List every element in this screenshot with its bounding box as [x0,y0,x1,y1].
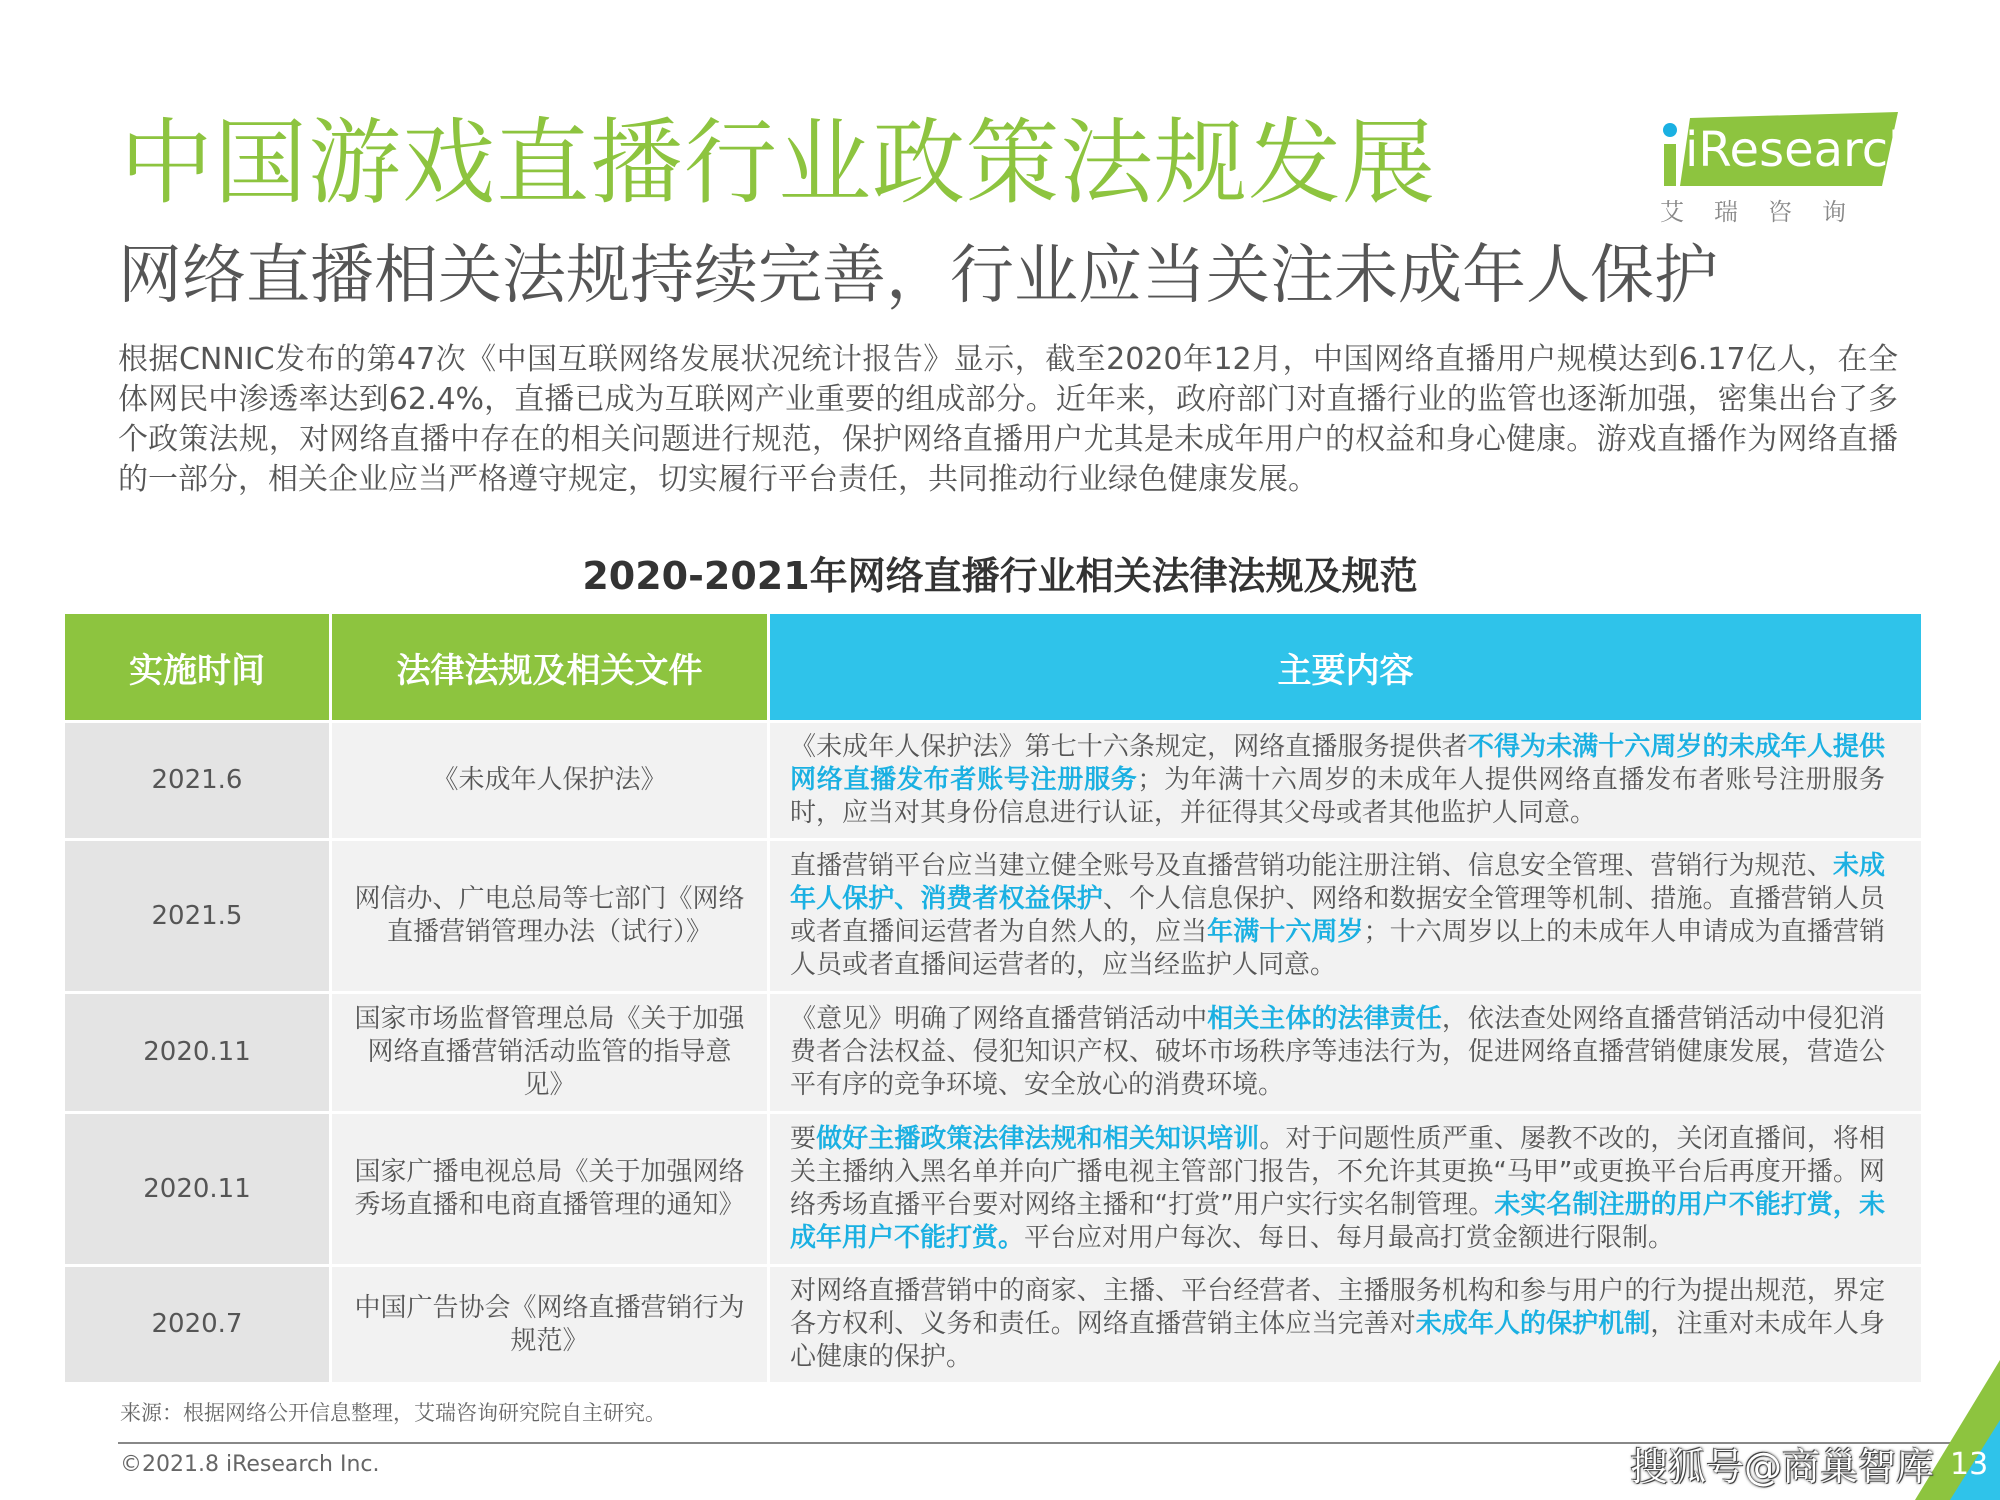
content-text: 《未成年人保护法》第七十六条规定，网络直播服务提供者 [790,732,1468,762]
content-text: 《意见》明确了网络直播营销活动中 [790,1004,1208,1034]
row-date: 2021.5 [65,838,329,991]
content-text: 要 [790,1124,817,1154]
header-law: 法律法规及相关文件 [329,614,767,720]
content-text: ，注重对未成年人身心健康的保护。 [790,1309,1885,1372]
row-date: 2020.11 [65,991,329,1111]
content-text: 平台应对用户每次、每日、每月最高打赏金额进行限制。 [1024,1223,1675,1253]
content-highlight: 未成年人的保护机制 [1415,1309,1651,1339]
content-text: 。对于问题性质严重、屡教不改的，关闭直播间，将相关主播纳入黑名单并向广播电视主管部门报告，不允许其更换“马甲”或更换平台后再度开播。网络秀场直播平台要对网络主播和“打赏”用户实行实名制管理。 [790,1124,1885,1220]
table-header-row [65,614,1921,720]
content-highlight: 未成年人保护、消费者权益保护 [790,851,1885,914]
row-date: 2020.7 [65,1264,329,1382]
row-content [767,1111,1921,1264]
table-row [65,991,1921,1111]
row-law: 《未成年人保护法》 [329,720,767,838]
row-date: 2021.6 [65,720,329,838]
content-highlight: 未实名制注册的用户不能打赏，未成年用户不能打赏。 [790,1190,1885,1253]
content-text: 对网络直播营销中的商家、主播、平台经营者、主播服务机构和参与用户的行为提出规范，界定各方权利、义务和责任。网络直播营销主体应当完善对 [790,1276,1885,1339]
copyright: ©2021.8 iResearch Inc. [120,1452,380,1477]
table-row [65,720,1921,838]
content-text: ；十六周岁以上的未成年人申请成为直播营销人员或者直播间运营者的，应当经监护人同意。 [790,917,1885,980]
header-content: 主要内容 [767,614,1921,720]
row-law: 国家广播电视总局《关于加强网络秀场直播和电商直播管理的通知》 [329,1111,767,1264]
page-title: 中国游戏直播行业政策法规发展 [120,109,1436,217]
table-title: 2020-2021年网络直播行业相关法律法规及规范 [582,554,1418,598]
row-content [767,1264,1921,1382]
table-row [65,1111,1921,1264]
row-content [767,720,1921,838]
table-row [65,838,1921,991]
content-text: ，依法查处网络直播营销活动中侵犯消费者合法权益、侵犯知识产权、破坏市场秩序等违法行为，促进网络直播营销健康发展，营造公平有序的竞争环境、安全放心的消费环境。 [790,1004,1885,1100]
row-content [767,838,1921,991]
row-law: 网信办、广电总局等七部门《网络直播营销管理办法（试行）》 [329,838,767,991]
content-highlight: 相关主体的法律责任 [1207,1004,1442,1034]
intro-paragraph: 根据CNNIC发布的第47次《中国互联网络发展状况统计报告》显示，截至2020年12月，中国网络直播用户规模达到6.17亿人，在全体网民中渗透率达到62.4%，直播已成为互联网产业重要的组成部分。近年来，政府部门对直播行业的监管也逐渐加强，密集出台了多个政策法规，对网络直播中存在的相关问题进行规范，保护网络直播用户尤其是未成年用户的权益和身心健康。游戏直播作为网络直播的一部分，相关企业应当严格遵守规定，切实履行平台责任，共同推动行业绿色健康发展。 [118,342,1898,497]
iresearch-logo [1650,110,1919,230]
row-date: 2020.11 [65,1111,329,1264]
content-text: 、个人信息保护、网络和数据安全管理等机制、措施。直播营销人员或者直播间运营者为自然人的，应当 [790,884,1885,947]
page-subtitle: 网络直播相关法规持续完善，行业应当关注未成年人保护 [118,239,1718,313]
content-highlight: 做好主播政策法律法规和相关知识培训 [816,1124,1260,1154]
content-text: ；为年满十六周岁的未成年人提供网络直播发布者账号注册服务时，应当对其身份信息进行认证，并征得其父母或者其他监护人同意。 [790,765,1885,828]
logo-text: iResearch [1685,122,1919,178]
logo-chinese-text: 艾瑞咨询 [1660,198,1876,226]
content-text: 直播营销平台应当建立健全账号及直播营销功能注册注销、信息安全管理、营销行为规范、 [790,851,1833,881]
content-highlight: 不得为未满十六周岁的未成年人提供网络直播发布者账号注册服务 [790,732,1885,795]
page-number: 13 [1950,1447,1989,1482]
header-date: 实施时间 [65,614,329,720]
table-row [65,1264,1921,1382]
content-highlight: 年满十六周岁 [1207,917,1364,947]
row-law: 中国广告协会《网络直播营销行为规范》 [329,1264,767,1382]
row-law: 国家市场监督管理总局《关于加强网络直播营销活动监管的指导意见》 [329,991,767,1111]
watermark: 搜狐号@商巢智库 [1630,1445,1935,1489]
row-content [767,991,1921,1111]
regulations-table [65,614,1921,1382]
source-note: 来源：根据网络公开信息整理，艾瑞咨询研究院自主研究。 [120,1401,666,1425]
